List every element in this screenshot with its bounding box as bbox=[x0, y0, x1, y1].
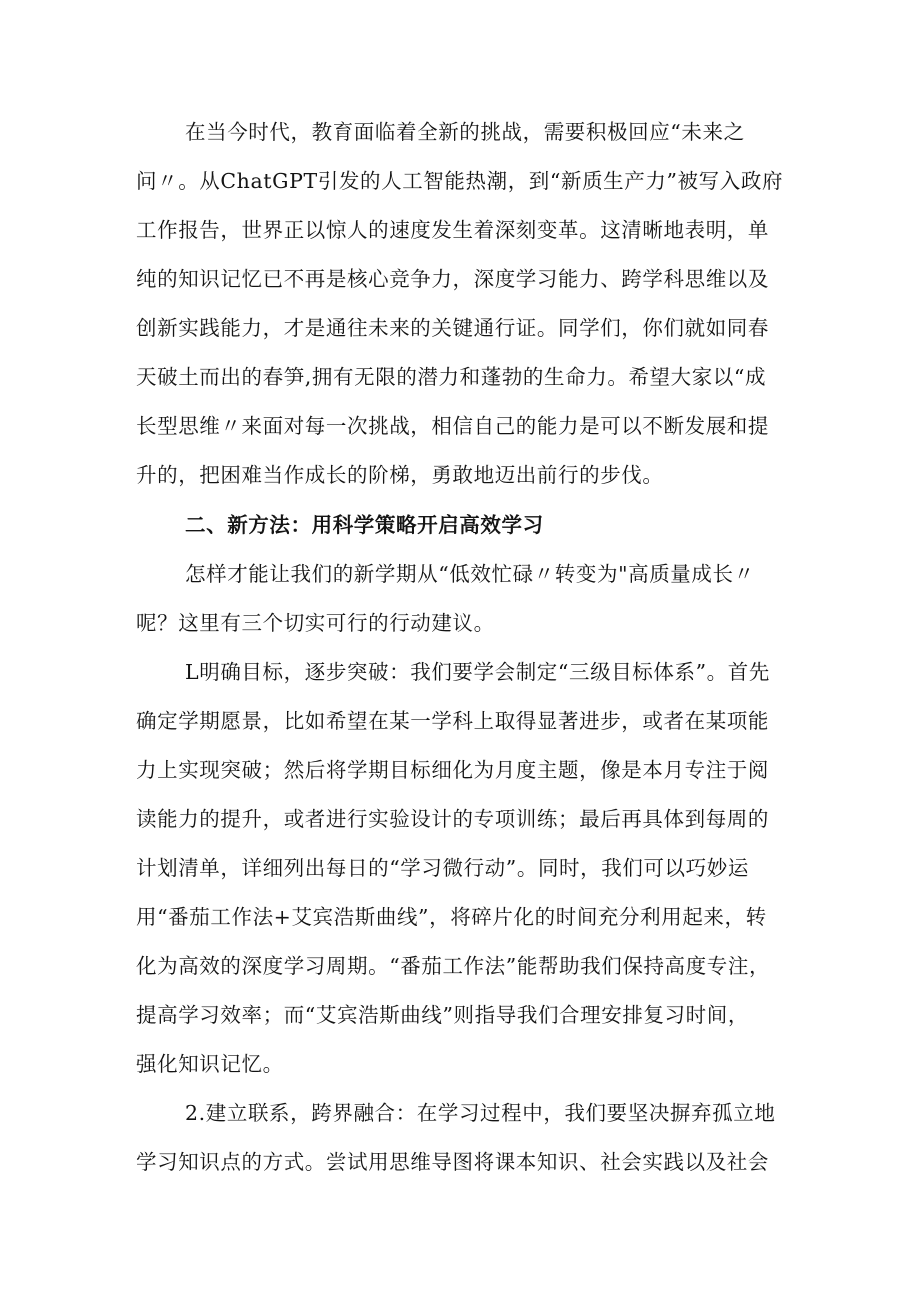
paragraph-1-line-3: 工作报告，世界正以惊人的速度发生着深刻变革。这清晰地表明，单 bbox=[136, 218, 769, 242]
paragraph-2-line-2: 呢？这里有三个切实可行的行动建议。 bbox=[136, 611, 495, 635]
paragraph-4-line-2: 学习知识点的方式。尝试用思维导图将课本知识、社会实践以及社会 bbox=[136, 1150, 769, 1174]
paragraph-1-line-7: 长型思维〃来面对每一次挑战，相信自己的能力是可以不断发展和提 bbox=[136, 414, 769, 438]
paragraph-4-line-1: 2.建立联系，跨界融合：在学习过程中，我们要坚决摒弃孤立地 bbox=[185, 1101, 776, 1125]
paragraph-3-line-3: 力上实现突破；然后将学期目标细化为月度主题，像是本月专注于阅 bbox=[136, 758, 769, 782]
paragraph-1-line-5: 创新实践能力，才是通往未来的关键通行证。同学们，你们就如同春 bbox=[136, 316, 769, 340]
paragraph-3-line-4: 读能力的提升，或者进行实验设计的专项训练；最后再具体到每周的 bbox=[136, 807, 769, 831]
paragraph-3-line-5: 计划清单，详细列出每日的“学习微行动”。同时，我们可以巧妙运 bbox=[136, 856, 749, 880]
paragraph-2-line-1: 怎样才能让我们的新学期从“低效忙碌〃转变为"高质量成长〃 bbox=[185, 562, 755, 586]
paragraph-3-line-1: L明确目标，逐步突破：我们要学会制定“三级目标体系”。首先 bbox=[185, 660, 770, 684]
paragraph-3-line-2: 确定学期愿景，比如希望在某一学科上取得显著进步，或者在某项能 bbox=[136, 709, 769, 733]
paragraph-1-line-6: 天破土而出的春笋,拥有无限的潜力和蓬勃的生命力。希望大家以“成 bbox=[136, 365, 767, 389]
paragraph-1-line-8: 升的，把困难当作成长的阶梯，勇敢地迈出前行的步伐。 bbox=[136, 463, 664, 487]
paragraph-3-line-7: 化为高效的深度学习周期。“番茄工作法”能帮助我们保持高度专注， bbox=[136, 954, 771, 978]
paragraph-3-line-6: 用“番茄工作法+艾宾浩斯曲线”，将碎片化的时间充分利用起来，转 bbox=[136, 905, 767, 929]
paragraph-3-line-8: 提高学习效率；而“艾宾浩斯曲线”则指导我们合理安排复习时间， bbox=[136, 1003, 749, 1027]
paragraph-1-line-2: 问〃。从ChatGPT引发的人工智能热潮，到“新质生产力”被写入政府 bbox=[136, 169, 784, 193]
paragraph-1-line-4: 纯的知识记忆已不再是核心竞争力，深度学习能力、跨学科思维以及 bbox=[136, 267, 769, 291]
paragraph-3-line-9: 强化知识记忆。 bbox=[136, 1052, 284, 1076]
paragraph-1-line-1: 在当今时代，教育面临着全新的挑战，需要积极回应“未来之 bbox=[185, 120, 745, 144]
section-heading: 二、新方法：用科学策略开启高效学习 bbox=[185, 513, 544, 537]
